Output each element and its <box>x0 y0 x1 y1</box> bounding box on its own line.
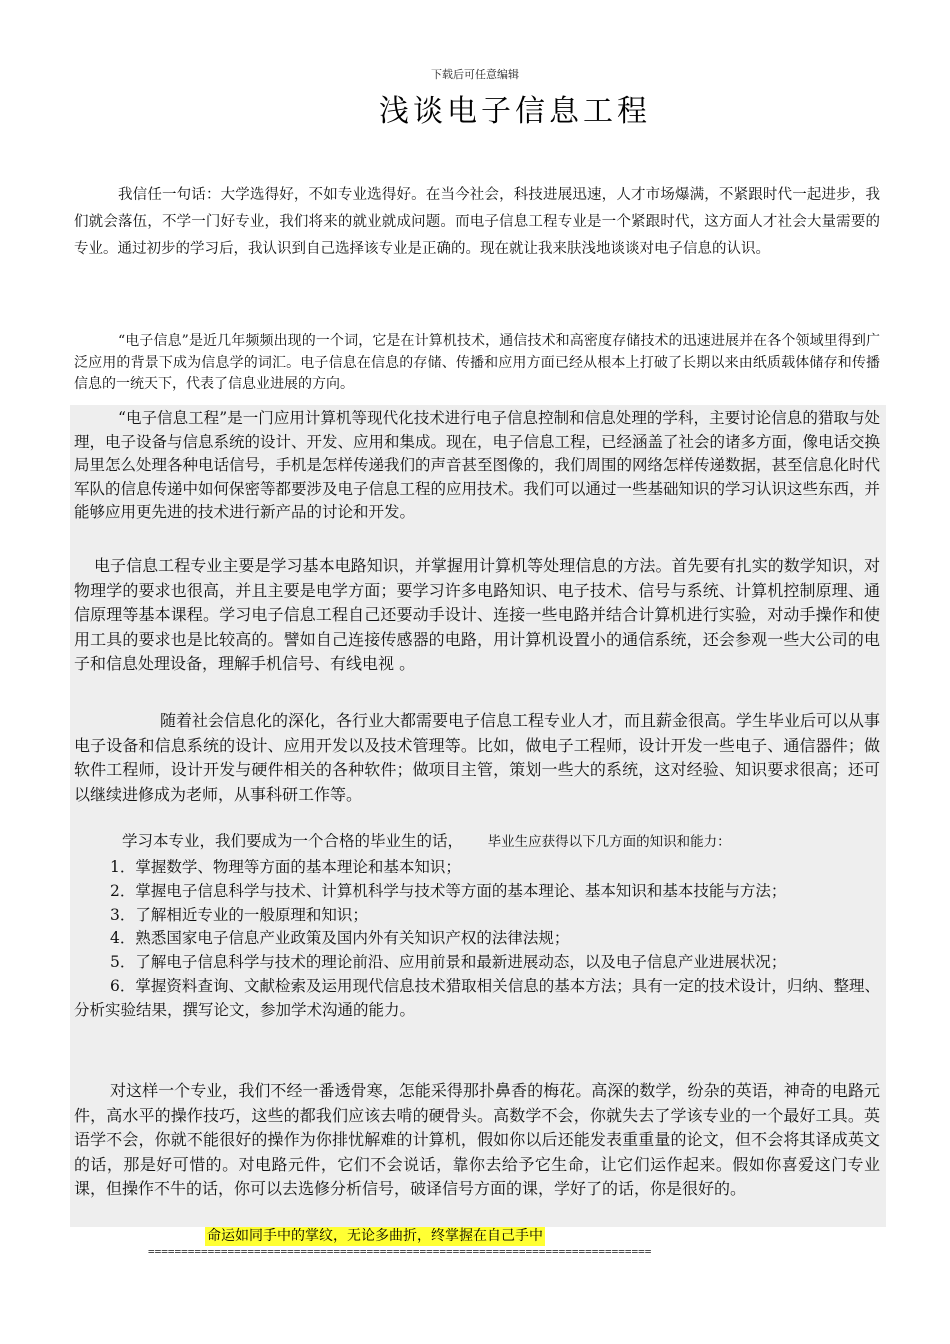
list-item: 1．掌握数学、物理等方面的基本理论和基本知识； <box>110 858 461 876</box>
paragraph-major-content: 电子信息工程专业主要是学习基本电路知识，并掌握用计算机等处理信息的方法。首先要有扎实的数学知识，对物理学的要求也很高，并且主要是电学方面；要学习许多电路知识、电子技术、信号与系统、计算机控制原理、通信原理等基本课程。学习电子信息工程自己还要动手设计、连接一些电路并结合计算机进行实验，对动手操作和使用工具的要求也是比较高的。譬如自己连接传感器的电路，用计算机设置小的通信系统，还会参观一些大公司的电子和信息处理设备，理解手机信号、有线电视 。 <box>74 556 880 673</box>
paragraph-closing: 对这样一个专业，我们不经一番透骨寒，怎能采得那扑鼻香的梅花。高深的数学，纷杂的英语，神奇的电路元件，高水平的操作技巧，这些的都我们应该去啃的硬骨头。高数学不会，你就失去了学该专业的一个最好工具。英语学不会，你就不能很好的操作为你排忧解难的计算机，假如你以后还能发表重重量的论文，但不会将其译成英文的话，那是好可惜的。对电路元件，它们不会说话，靠你去给予它生命，让它们运作起来。假如你喜爱这门专业课，但操作不牛的话，你可以去选修分析信号，破译信号方面的课，学好了的话，你是很好的。 <box>74 1081 880 1198</box>
motto-highlight: 命运如同手中的掌纹，无论多曲折，终掌握在自己手中 <box>207 1228 543 1244</box>
document-title: 浅谈电子信息工程 <box>379 94 651 129</box>
list-item: 2．掌握电子信息科学与技术、计算机科学与技术等方面的基本理论、基本知识和基本技能与方法； <box>110 881 787 900</box>
paragraph-electronic-information: “电子信息”是近几年频频出现的一个词，它是在计算机技术，通信技术和高密度存储技术的迅速进展并在各个领域里得到广泛应用的背景下成为信息学的词汇。电子信息在信息的存储、传播和应用方面已经从根本上打破了长期以来由纸质载体储存和传播信息的一统天下，代表了信息业进展的方向。 <box>74 333 880 392</box>
paragraph-intro: 我信任一句话：大学选得好，不如专业选得好。在当今社会，科技进展迅速，人才市场爆满，不紧跟时代一起进步，我们就会落伍，不学一门好专业，我们将来的就业就成问题。而电子信息工程专业是一个紧跟时代，这方面人才社会大量需要的专业。通过初步的学习后，我认识到自己选择该专业是正确的。现在就让我来肤浅地谈谈对电子信息的认识。 <box>74 187 880 257</box>
paragraph-electronic-information-engineering: “电子信息工程”是一门应用计算机等现代化技术进行电子信息控制和信息处理的学科，主要讨论信息的猎取与处理，电子设备与信息系统的设计、开发、应用和集成。现在，电子信息工程，已经涵盖了社会的诸多方面，像电话交换局里怎么处理各种电话信号，手机是怎样传递我们的声音甚至图像的，我们周围的网络怎样传递数据，甚至信息化时代军队的信息传递中如何保密等都要涉及电子信息工程的应用技术。我们可以通过一些基础知识的学习认识这些东西，并能够应用更先进的技术进行新产品的讨论和开发。 <box>74 409 881 521</box>
abilities-list <box>74 856 880 1023</box>
paragraph-learning-goals <box>74 830 880 855</box>
list-item: 5．了解电子信息科学与技术的理论前沿、应用前景和最新进展动态，以及电子信息产业进展状况； <box>110 953 787 972</box>
learning-goals-subtext: 毕业生应获得以下几方面的知识和能力： <box>487 834 731 850</box>
list-item: 4．熟悉国家电子信息产业政策及国内外有关知识产权的法律法规； <box>110 929 570 948</box>
learning-goals-text: 学习本专业，我们要成为一个合格的毕业生的话， <box>122 832 464 850</box>
paragraph-career-prospects: 随着社会信息化的深化，各行业大都需要电子信息工程专业人才，而且薪金很高。学生毕业后可以从事电子设备和信息系统的设计、应用开发以及技术管理等。比如，做电子工程师，设计开发一些电子、通信器件；做软件工程师，设计开发与硬件相关的各种软件；做项目主管，策划一些大的系统，这对经验、知识要求很高；还可以继续进修成为老师，从事科研工作等。 <box>74 711 881 804</box>
divider-line: ============================================================================ <box>148 1245 652 1258</box>
list-item: 3．了解相近专业的一般原理和知识； <box>110 905 368 924</box>
list-item: 6．掌握资料查询、文献检索及运用现代信息技术猎取相关信息的基本方法；具有一定的技术设计，归纳、整理、分析实验结果，撰写论文，参加学术沟通的能力。 <box>74 976 880 1019</box>
header-note: 下载后可任意编辑 <box>431 68 519 81</box>
